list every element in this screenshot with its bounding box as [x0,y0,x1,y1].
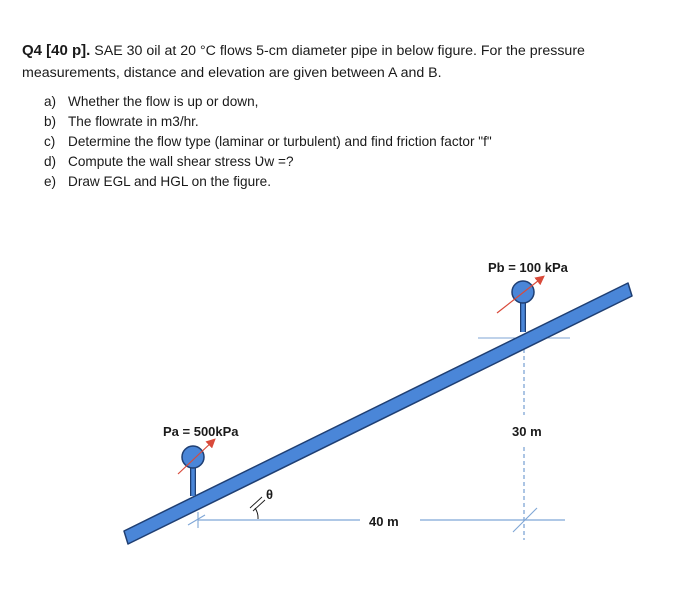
pb-label: Pb = 100 kPa [488,260,568,275]
angle-label: θ [266,487,274,502]
item-text: Determine the flow type (laminar or turbulent) and find friction factor "f" [68,134,492,149]
question-number: Q4 [40 p]. [22,42,91,59]
item-text: The flowrate in m3/hr. [68,114,199,129]
question-body: SAE 30 oil at 20 °C flows 5-cm diameter pipe in below figure. For the pressure measurements, distance and elevation are given between A and B. [22,43,585,81]
distance-label: 40 m [369,514,399,529]
pressure-tap-b [497,277,543,332]
pa-label: Pa = 500kPa [163,424,239,439]
item-letter: a) [44,94,57,109]
item-letter: c) [44,134,56,149]
pressure-tap-a [178,440,214,496]
item-text: Compute the wall shear stress Ʋw =? [68,154,294,169]
inclined-pipe [124,283,632,544]
item-letter: b) [44,114,57,129]
angle-arc [255,508,258,519]
item-text: Whether the flow is up or down, [68,94,259,109]
item-letter: e) [44,174,57,189]
item-text: Draw EGL and HGL on the figure. [68,174,272,189]
angle-tick-1 [250,497,262,508]
item-letter: d) [44,154,57,169]
angle-tick-2 [253,500,265,511]
elevation-label: 30 m [512,424,542,439]
